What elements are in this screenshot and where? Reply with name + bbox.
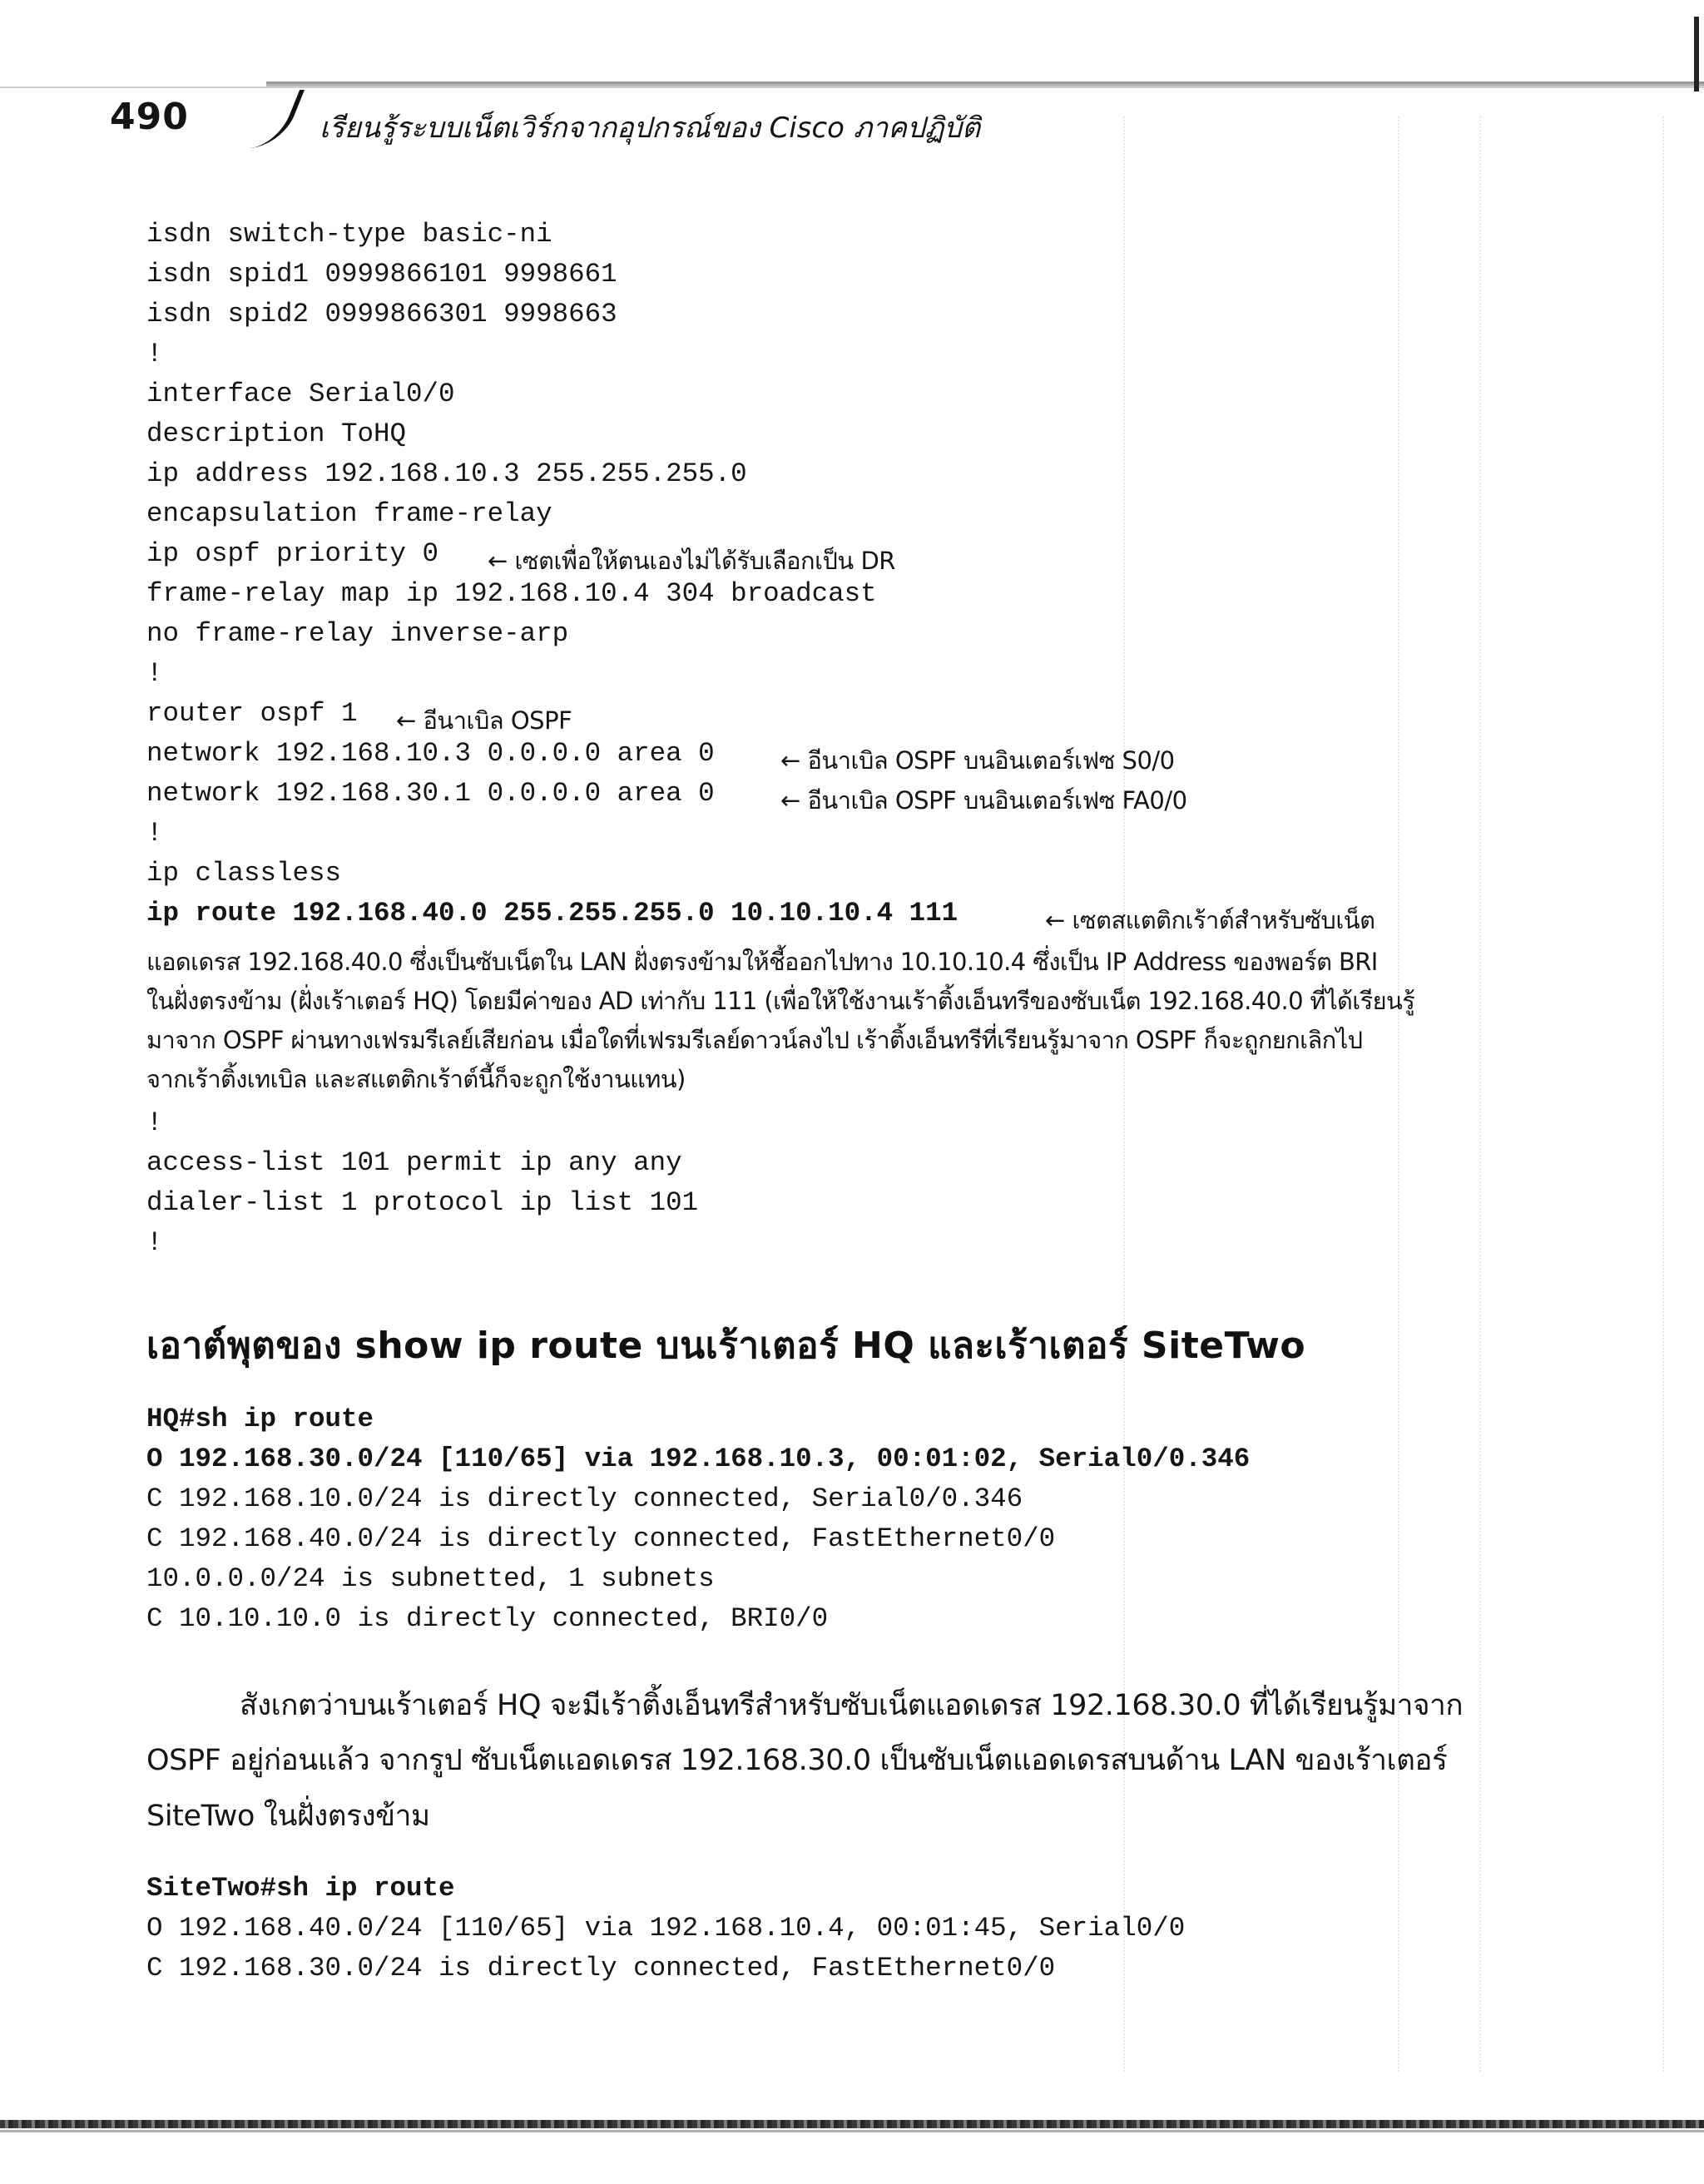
- annotation-router-ospf: ← อีนาเบิล OSPF: [396, 706, 572, 735]
- config-line: network 192.168.30.1 0.0.0.0 area 0: [146, 778, 715, 809]
- config-line: description ToHQ: [146, 418, 407, 449]
- ip-route-explanation-line: จากเร้าติ้งเทเบิล และสแตติกเร้าต์นี้ก็จะถูกใช้งานแทน): [146, 1065, 686, 1093]
- config-line: router ospf 1: [146, 698, 358, 729]
- body-paragraph-line: สังเกตว่าบนเร้าเตอร์ HQ จะมีเร้าติ้งเอ็นทรีสำหรับซับเน็ตแอดเดรส 192.168.30.0 ที่ได้เรียนรู้มาจาก: [240, 1689, 1464, 1722]
- section-heading: เอาต์พุตของ show ip route บนเร้าเตอร์ HQ และเร้าเตอร์ SiteTwo: [146, 1325, 1306, 1367]
- config-line: network 192.168.10.3 0.0.0.0 area 0: [146, 738, 715, 769]
- config-line: !: [146, 339, 163, 369]
- config-line: ip classless: [146, 858, 342, 889]
- footer-rule-thin: [0, 2130, 1704, 2132]
- config-line: ip address 192.168.10.3 255.255.255.0: [146, 458, 747, 489]
- config-line-ip-route: ip route 192.168.40.0 255.255.255.0 10.10.10.4 111: [146, 898, 958, 929]
- route-entry: O 192.168.30.0/24 [110/65] via 192.168.10.3, 00:01:02, Serial0/0.346: [146, 1444, 1251, 1474]
- config-line: interface Serial0/0: [146, 379, 455, 409]
- body-paragraph-line: SiteTwo ในฝั่งตรงข้าม: [146, 1800, 430, 1833]
- route-entry: 10.0.0.0/24 is subnetted, 1 subnets: [146, 1563, 715, 1594]
- annotation-network-s0: ← อีนาเบิล OSPF บนอินเตอร์เฟซ S0/0: [780, 746, 1175, 775]
- config-line: encapsulation frame-relay: [146, 498, 552, 529]
- annotation-ip-route: ← เซตสแตติกเร้าต์สำหรับซับเน็ต: [1045, 906, 1375, 934]
- annotation-network-fa0: ← อีนาเบิล OSPF บนอินเตอร์เฟซ FA0/0: [780, 786, 1187, 815]
- route-entry: O 192.168.40.0/24 [110/65] via 192.168.10.4, 00:01:45, Serial0/0: [146, 1913, 1186, 1944]
- config-line: dialer-list 1 protocol ip list 101: [146, 1187, 699, 1218]
- config-line: !: [146, 818, 163, 849]
- config-line: isdn spid1 0999866101 9998661: [146, 259, 617, 290]
- ip-route-explanation-line: มาจาก OSPF ผ่านทางเฟรมรีเลย์เสียก่อน เมื่อใดที่เฟรมรีเลย์ดาวน์ลงไป เร้าติ้งเอ็นทรีที่เรียนรู้มาจาก OSPF ก็จะถูกยกเลิกไป: [146, 1026, 1363, 1054]
- running-title: เรียนรู้ระบบเน็ตเวิร์กจากอุปกรณ์ของ Cisco ภาคปฏิบัติ: [320, 111, 981, 145]
- scan-dotted-line: [1662, 116, 1665, 2072]
- config-line: isdn switch-type basic-ni: [146, 219, 552, 250]
- config-line: frame-relay map ip 192.168.10.4 304 broadcast: [146, 578, 877, 609]
- config-line: !: [146, 658, 163, 689]
- footer-rule: [0, 2120, 1704, 2128]
- route-entry: C 192.168.30.0/24 is directly connected, FastEthernet0/0: [146, 1953, 1056, 1983]
- route-entry: C 192.168.10.0/24 is directly connected, Serial0/0.346: [146, 1483, 1023, 1514]
- header-swoosh-ornament: [248, 90, 305, 148]
- page-number: 490: [110, 96, 189, 138]
- ip-route-explanation-line: ในฝั่งตรงข้าม (ฝั่งเร้าเตอร์ HQ) โดยมีค่าของ AD เท่ากับ 111 (เพื่อให้ใช้งานเร้าติ้งเอ็นทรีของซับเน็ต 192.168.40.0 ที่ได้เรียนรู้: [146, 987, 1415, 1015]
- route-entry: C 10.10.10.0 is directly connected, BRI0/0: [146, 1603, 829, 1634]
- ip-route-explanation-line: แอดเดรส 192.168.40.0 ซึ่งเป็นซับเน็ตใน LAN ฝั่งตรงข้ามให้ชี้ออกไปทาง 10.10.10.4 ซึ่งเป็น IP Address ของพอร์ต BRI: [146, 948, 1378, 976]
- annotation-priority: ← เซตเพื่อให้ตนเองไม่ได้รับเลือกเป็น DR: [488, 547, 895, 575]
- config-line: isdn spid2 0999866301 9998663: [146, 299, 617, 329]
- cli-prompt: HQ#sh ip route: [146, 1404, 374, 1434]
- header-rule-thin: [0, 87, 1704, 88]
- config-line: !: [146, 1227, 163, 1258]
- route-entry: C 192.168.40.0/24 is directly connected, FastEthernet0/0: [146, 1523, 1056, 1554]
- config-line: ip ospf priority 0: [146, 538, 439, 569]
- cli-prompt: SiteTwo#sh ip route: [146, 1873, 455, 1904]
- config-line: access-list 101 permit ip any any: [146, 1147, 682, 1178]
- scan-edge-mark: [1694, 17, 1699, 92]
- body-paragraph-line: OSPF อยู่ก่อนแล้ว จากรูป ซับเน็ตแอดเดรส 192.168.30.0 เป็นซับเน็ตแอดเดรสบนด้าน LAN ของเร้าเตอร์: [146, 1744, 1448, 1777]
- config-line: !: [146, 1107, 163, 1138]
- config-line: no frame-relay inverse-arp: [146, 618, 569, 649]
- scan-dotted-line: [1479, 116, 1482, 2072]
